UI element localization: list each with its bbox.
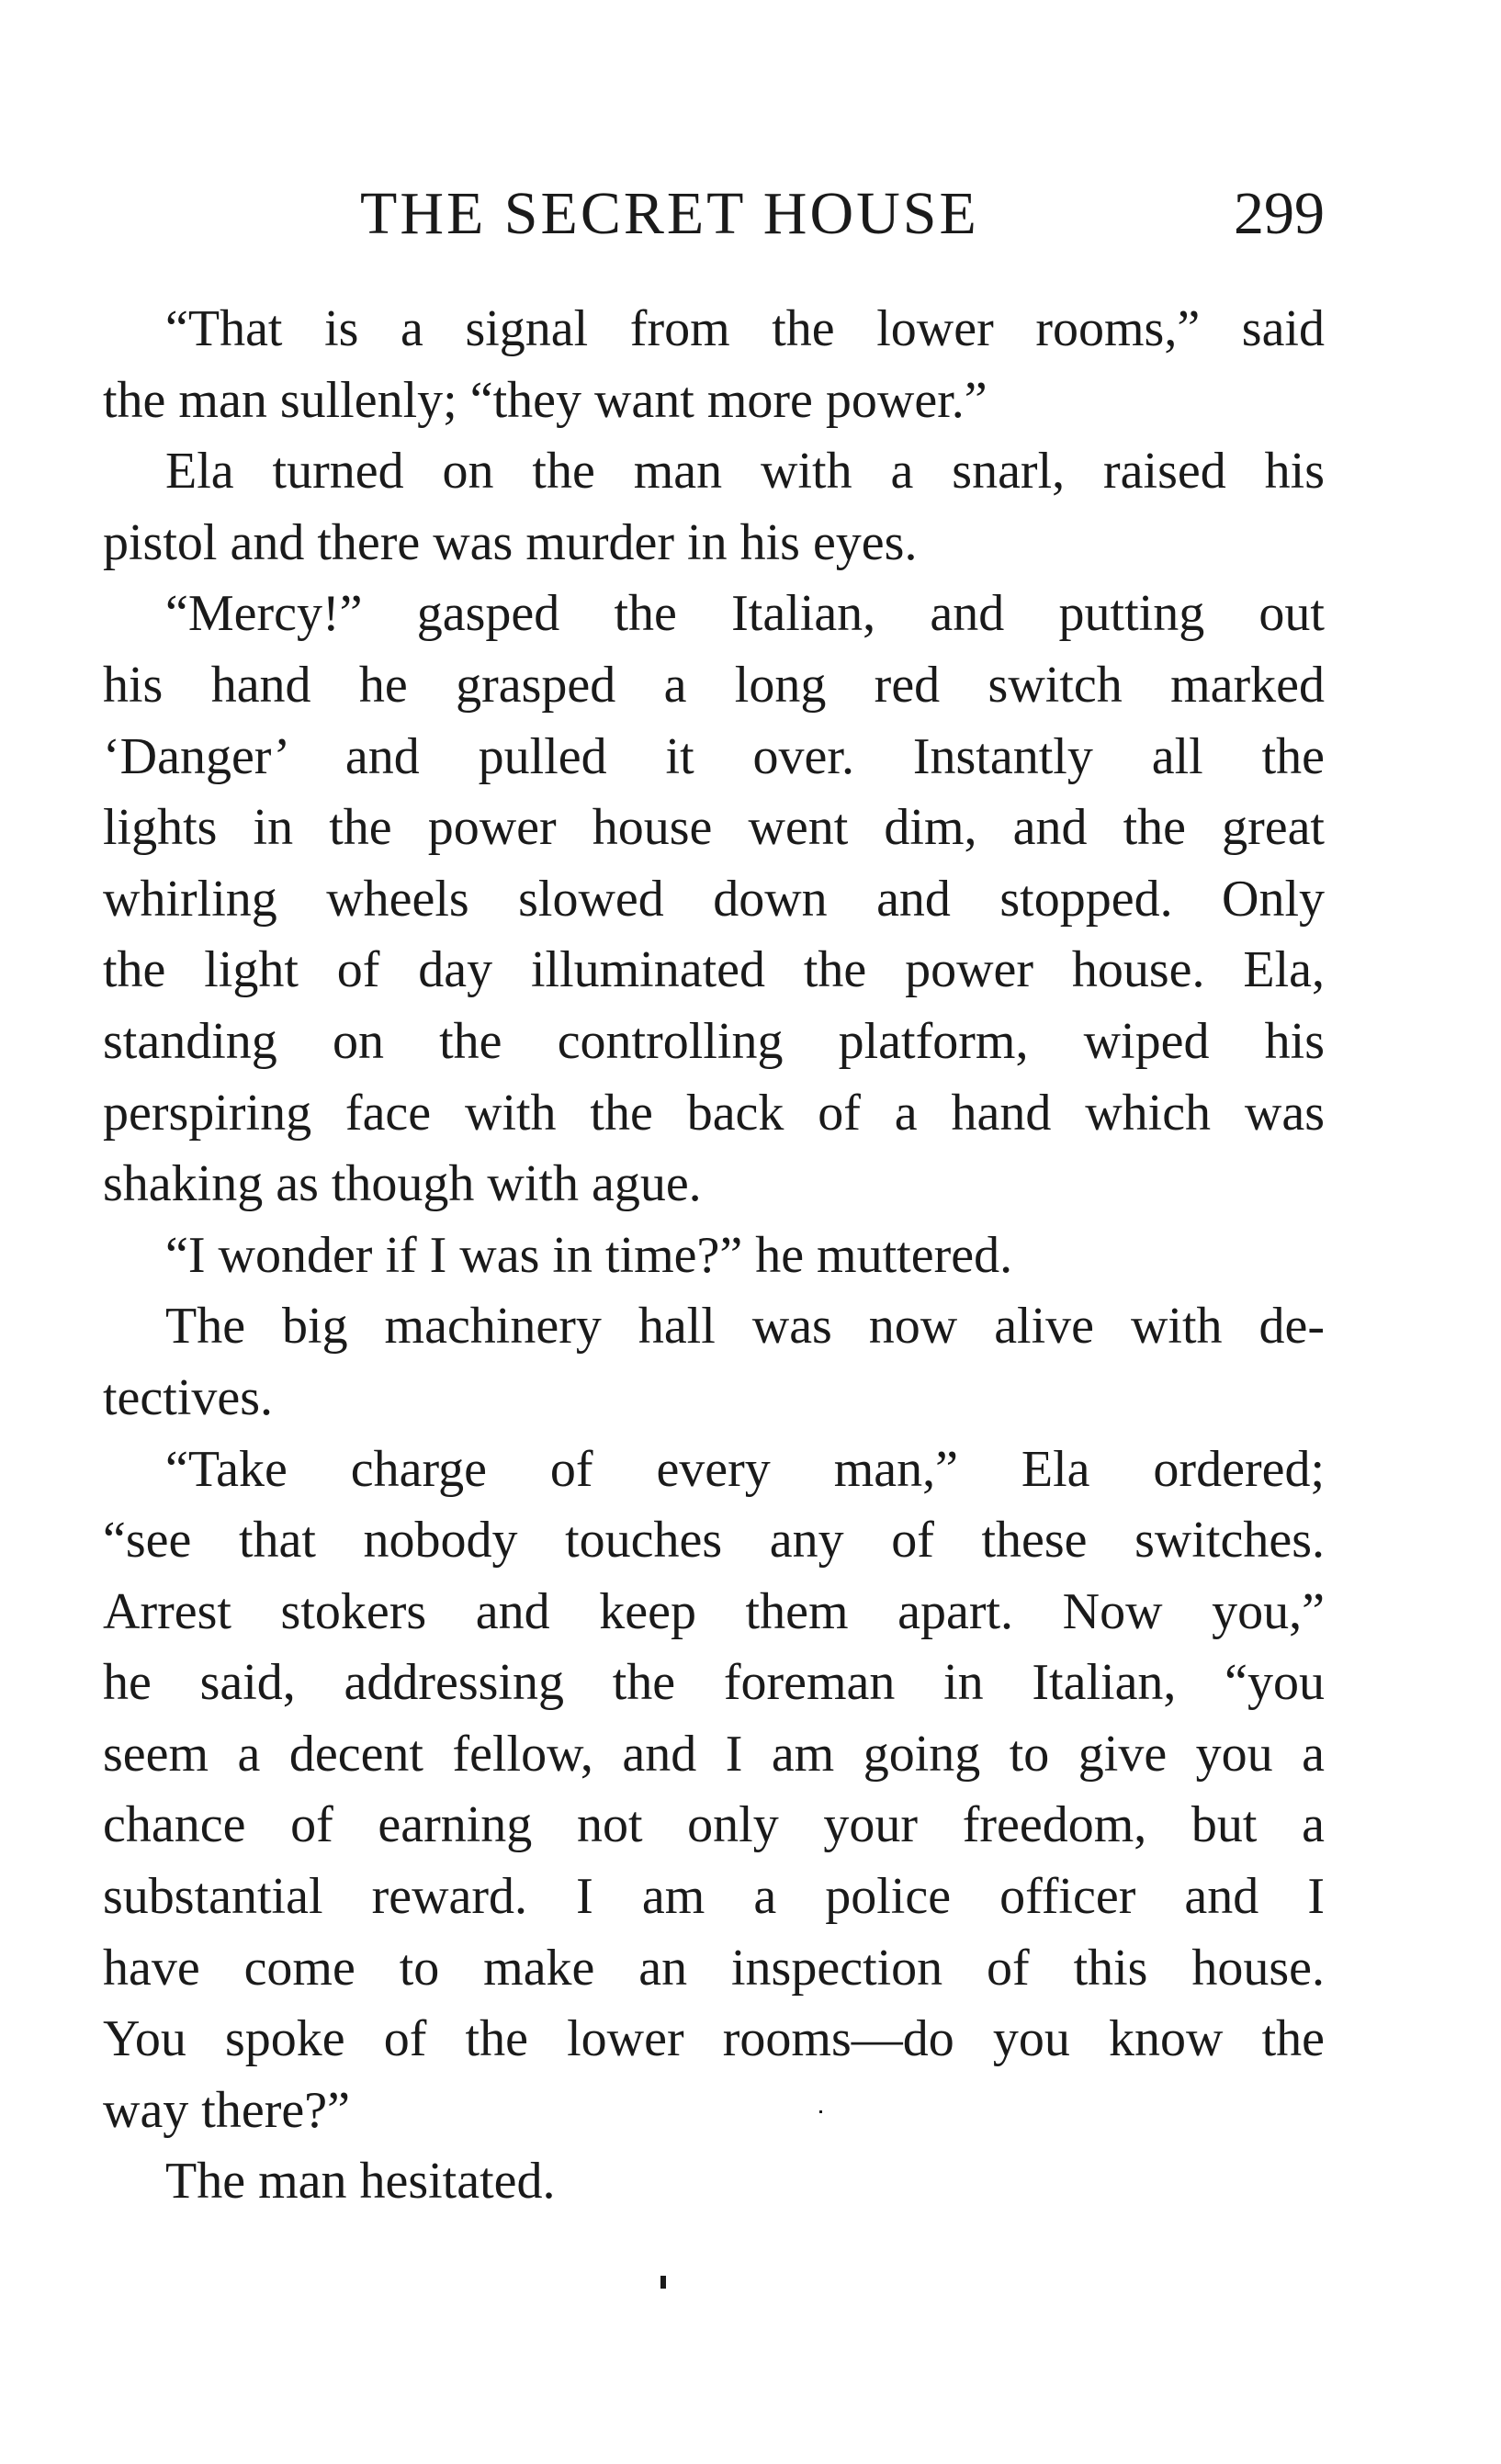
text-line: whirling wheels slowed down and stopped. Only	[103, 870, 1325, 928]
text-line: way there?”	[103, 2081, 350, 2139]
text-line: “Take charge of every man,” Ela ordered;	[165, 1440, 1325, 1498]
text-line: “That is a signal from the lower rooms,” said	[165, 300, 1325, 357]
running-title: THE SECRET HOUSE	[360, 180, 979, 247]
page-header	[103, 173, 1325, 255]
ink-speck	[660, 2276, 666, 2289]
text-line: ‘Danger’ and pulled it over. Instantly all the	[103, 727, 1325, 785]
text-line: seem a decent fellow, and I am going to give you a	[103, 1725, 1325, 1783]
text-line: the man sullenly; “they want more power.”	[103, 371, 988, 429]
text-line: shaking as though with ague.	[103, 1155, 702, 1213]
text-line: Ela turned on the man with a snarl, raised his	[165, 443, 1325, 501]
text-line: standing on the controlling platform, wiped his	[103, 1012, 1325, 1070]
page-number: 299	[1234, 180, 1325, 247]
text-line: “see that nobody touches any of these switches.	[103, 1512, 1325, 1570]
text-line: pistol and there was murder in his eyes.	[103, 513, 918, 571]
text-line: have come to make an inspection of this house.	[103, 1939, 1325, 1997]
text-line: substantial reward. I am a police officer and I	[103, 1868, 1325, 1926]
text-line: You spoke of the lower rooms—do you know the	[103, 2010, 1325, 2068]
text-line: tectives.	[103, 1368, 274, 1426]
text-line: The man hesitated.	[165, 2153, 556, 2211]
text-line: lights in the power house went dim, and the great	[103, 799, 1325, 857]
text-line: “I wonder if I was in time?” he muttered.	[165, 1226, 1013, 1284]
text-line: “Mercy!” gasped the Italian, and putting out	[165, 585, 1325, 643]
text-line: perspiring face with the back of a hand which was	[103, 1084, 1325, 1142]
text-line: The big machinery hall was now alive with de-	[165, 1298, 1325, 1356]
text-line: he said, addressing the foreman in Italian, “you	[103, 1654, 1325, 1712]
body-text	[103, 294, 1325, 2218]
ink-speck	[819, 2110, 822, 2113]
text-line: his hand he grasped a long red switch marked	[103, 656, 1325, 714]
text-line: Arrest stokers and keep them apart. Now you,”	[103, 1582, 1325, 1640]
text-line: chance of earning not only your freedom, but a	[103, 1796, 1325, 1854]
text-line: the light of day illuminated the power house. Ela,	[103, 941, 1325, 999]
